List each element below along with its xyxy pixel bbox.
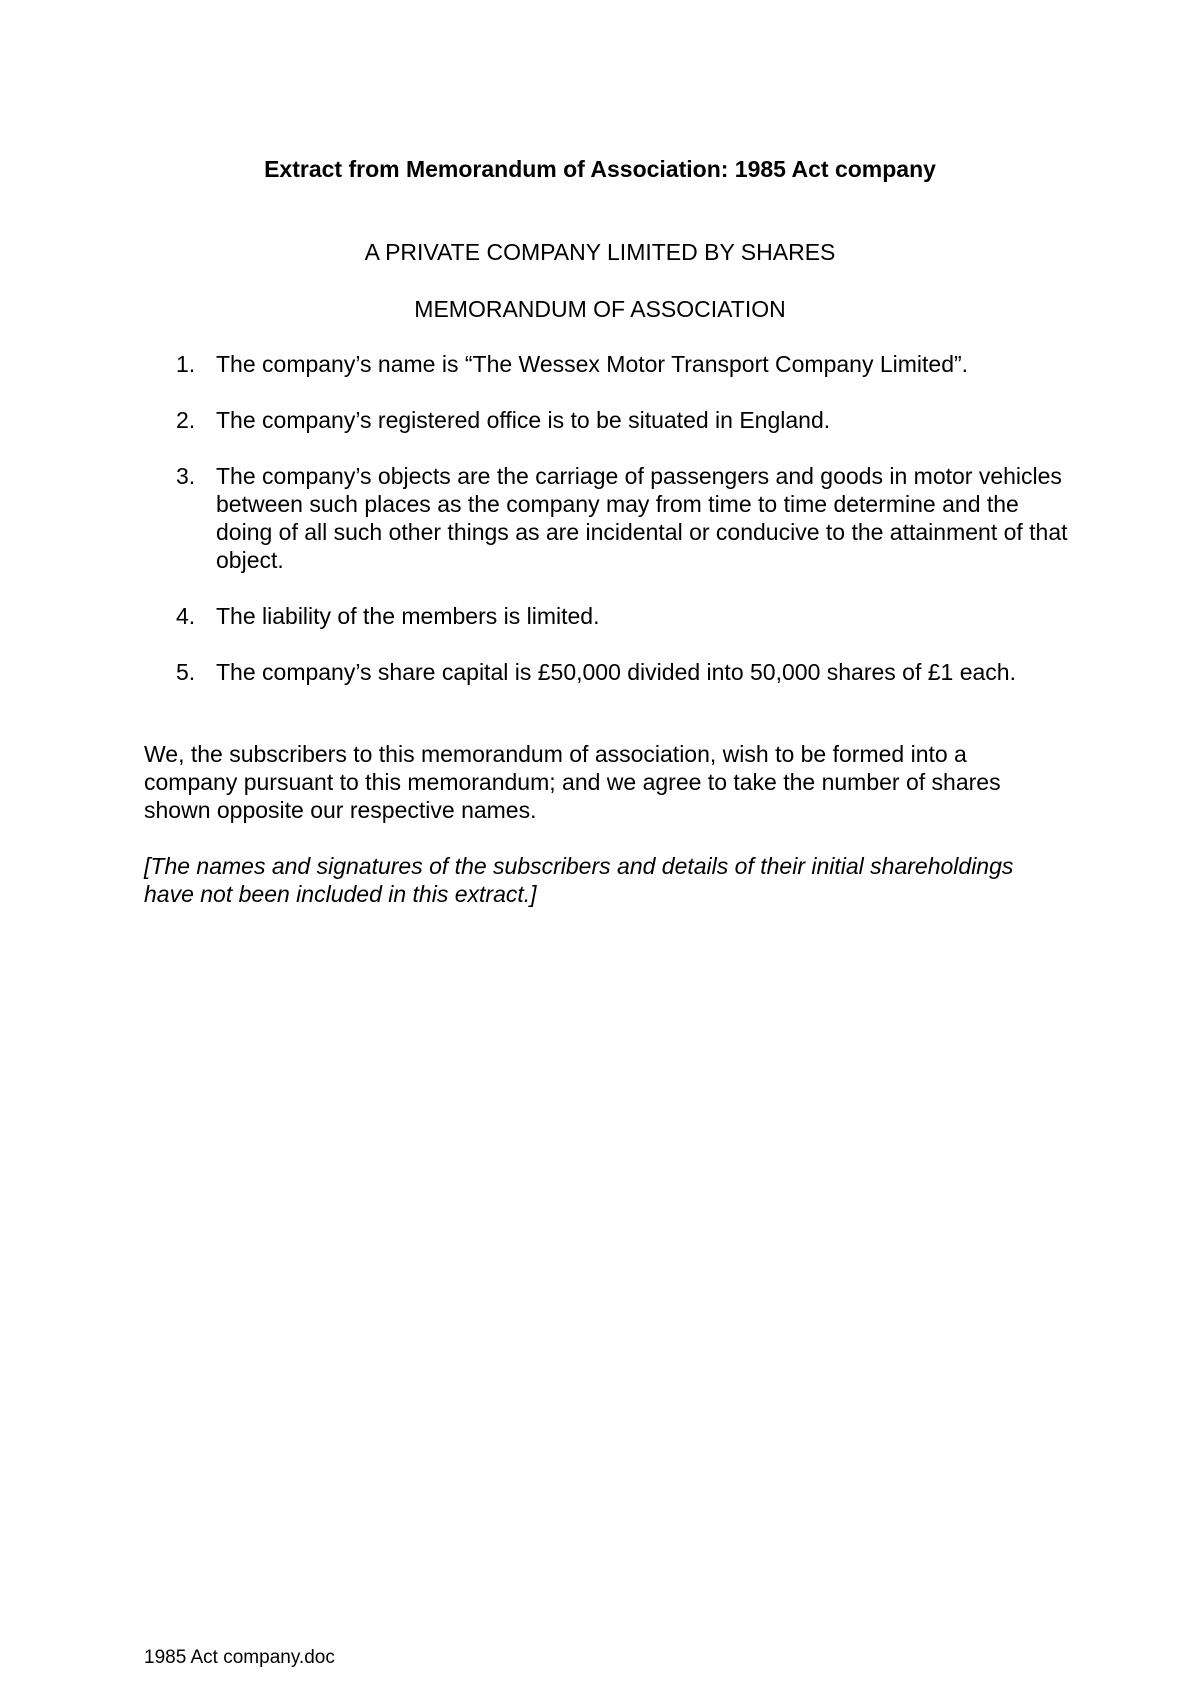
clause-list — [176, 350, 1076, 714]
clause-number: 1. — [176, 351, 196, 377]
clause-text: The company’s name is “The Wessex Motor Transport Company Limited”. — [216, 351, 969, 377]
clause-item — [176, 350, 1076, 378]
clause-text: The company’s share capital is £50,000 divided into 50,000 shares of £1 each. — [216, 659, 1016, 685]
clause-number: 2. — [176, 407, 196, 433]
clause-item — [176, 406, 1076, 434]
document-title: Extract from Memorandum of Association: 1985 Act company — [264, 156, 936, 182]
clause-text: The company’s registered office is to be situated in England. — [216, 407, 831, 433]
clause-number: 5. — [176, 659, 196, 685]
subscribers-paragraph: We, the subscribers to this memorandum of association, wish to be formed into a company pursuant to this memorandum; and we agree to take the number of shares shown opposite our respective names. — [144, 741, 1001, 823]
footer-filename: 1985 Act company.doc — [144, 1647, 335, 1668]
clause-item — [176, 602, 1076, 630]
clause-item — [176, 462, 1076, 574]
clause-text: The liability of the members is limited. — [216, 603, 600, 629]
clause-item — [176, 658, 1076, 686]
clause-text: The company’s objects are the carriage of passengers and goods in motor vehicles between such places as the company may from time to time determine and the doing of all such other things as are incidental or conducive to the attainment of that object. — [216, 463, 1068, 573]
memorandum-heading: MEMORANDUM OF ASSOCIATION — [414, 296, 786, 322]
editorial-note: [The names and signatures of the subscribers and details of their initial shareholdings have not been included in this extract.] — [144, 853, 1014, 907]
clause-number: 3. — [176, 463, 196, 489]
company-type-heading: A PRIVATE COMPANY LIMITED BY SHARES — [364, 239, 836, 265]
clause-number: 4. — [176, 603, 196, 629]
